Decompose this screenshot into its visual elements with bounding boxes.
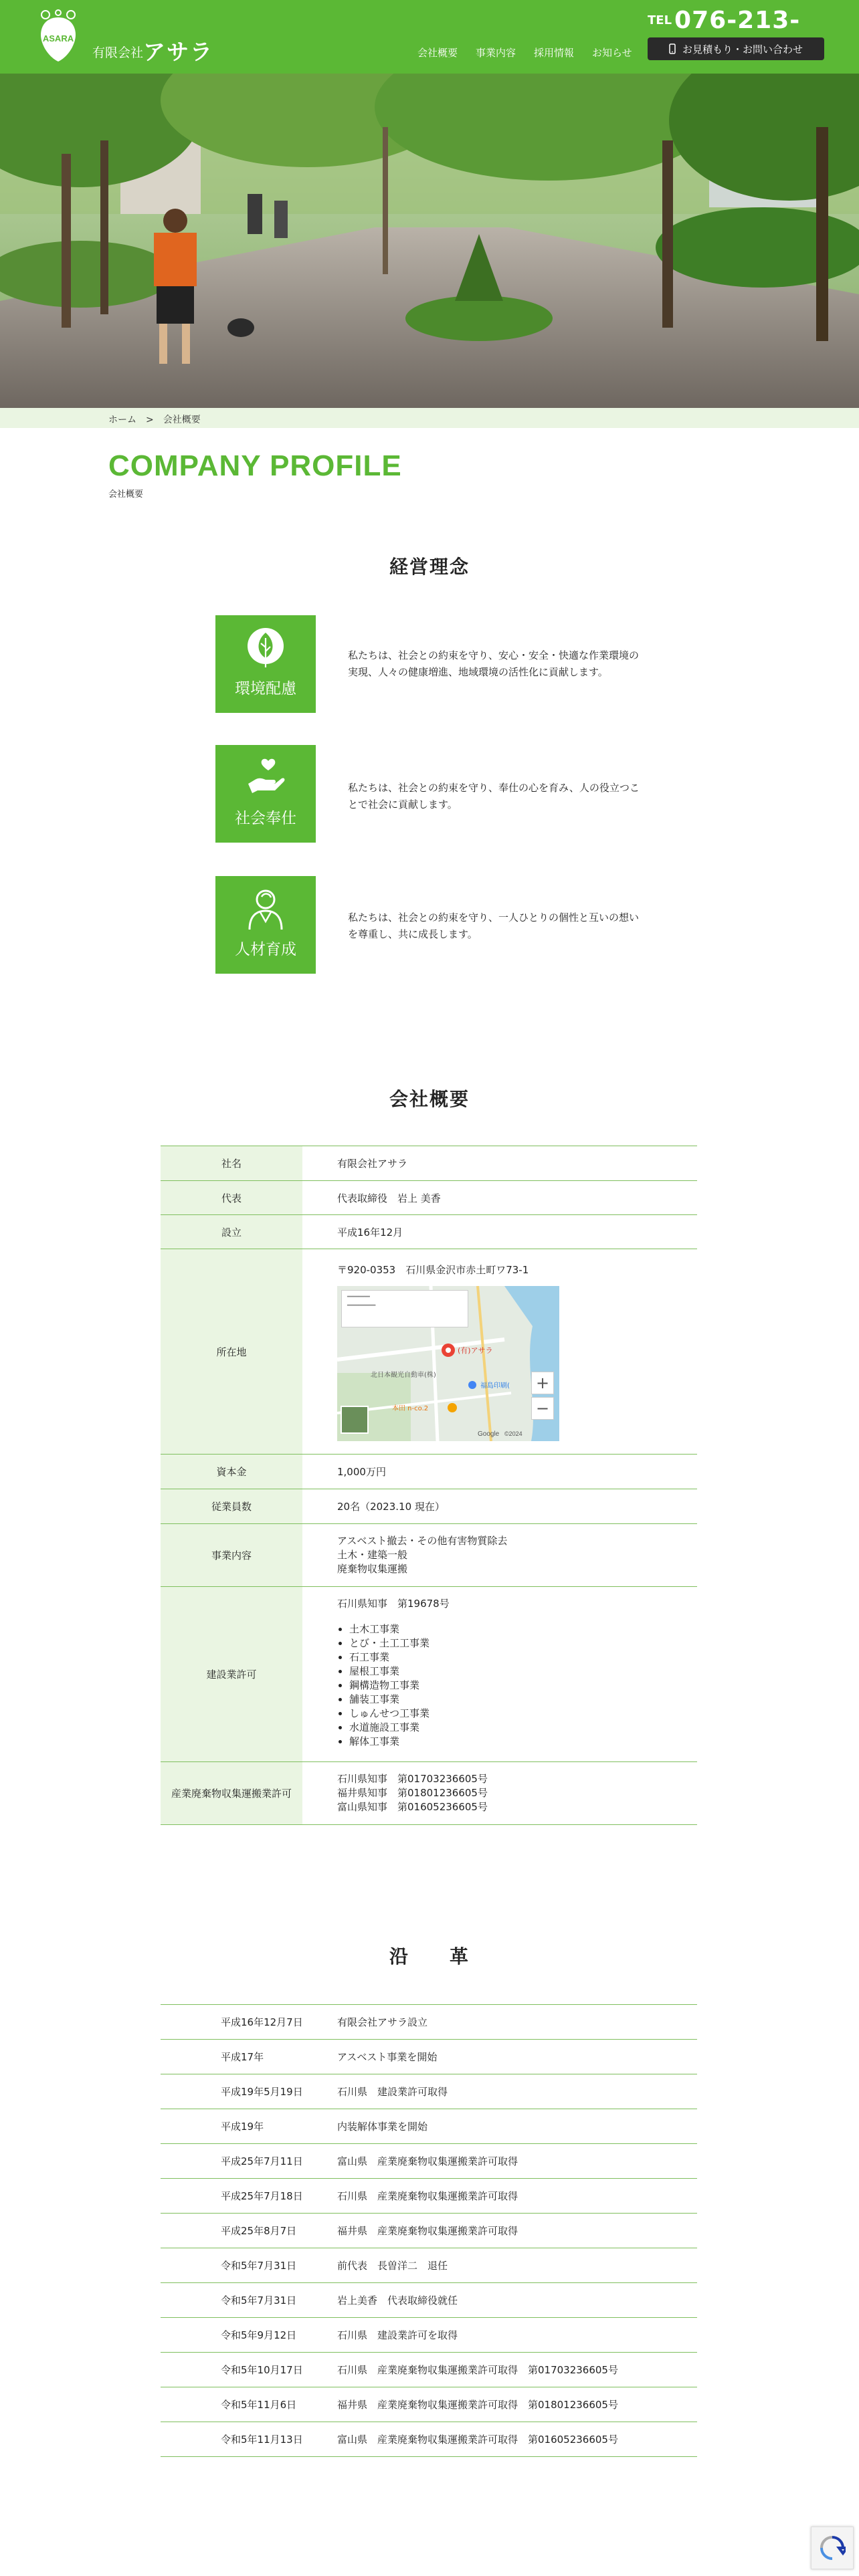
table-row bbox=[161, 2283, 697, 2318]
philosophy-card-social bbox=[215, 745, 316, 843]
recaptcha-icon bbox=[819, 2535, 846, 2561]
contact-button[interactable] bbox=[648, 37, 824, 60]
philosophy-label-people: 人材育成 bbox=[235, 941, 296, 958]
history-event: 岩上美香 代表取締役就任 bbox=[337, 2294, 458, 2306]
row-value-name: 有限会社アサラ bbox=[337, 1158, 408, 1170]
breadcrumb-separator: > bbox=[146, 415, 154, 425]
history-date: 令和5年11月6日 bbox=[221, 2399, 297, 2411]
history-event: 石川県 建設業許可取得 bbox=[337, 2086, 448, 2098]
history-title: 沿 革 bbox=[389, 1945, 470, 1967]
table-row bbox=[161, 1489, 697, 1524]
row-label-staff: 従業員数 bbox=[161, 1489, 302, 1523]
history-event: 富山県 産業廃棄物収集運搬業許可取得 第01605236605号 bbox=[337, 2434, 618, 2446]
map-poi-3: 本田 n-co.2 bbox=[392, 1404, 429, 1412]
table-row bbox=[161, 1181, 697, 1215]
history-event: 富山県 産業廃棄物収集運搬業許可取得 bbox=[337, 2155, 518, 2167]
list-item: • しゅんせつ工事業 bbox=[349, 1707, 430, 1721]
list-item: • 屋根工事業 bbox=[349, 1665, 430, 1679]
row-label-rep: 代表 bbox=[161, 1181, 302, 1214]
row-label-capital: 資本金 bbox=[161, 1455, 302, 1489]
row-label-location: 所在地 bbox=[161, 1249, 302, 1454]
history-date: 平成25年8月7日 bbox=[221, 2225, 297, 2237]
table-row bbox=[161, 2144, 697, 2179]
zoom-in-button[interactable]: + bbox=[531, 1372, 554, 1394]
table-row bbox=[161, 2387, 697, 2422]
history-event: 福井県 産業廃棄物収集運搬業許可取得 第01801236605号 bbox=[337, 2399, 618, 2411]
waste-line: 石川県知事 第01703236605号 bbox=[337, 1773, 488, 1785]
list-item: • 舗装工事業 bbox=[349, 1693, 430, 1707]
map-pin-label: (有)アサラ bbox=[458, 1346, 493, 1355]
permit-head: 石川県知事 第19678号 bbox=[337, 1598, 450, 1610]
table-row bbox=[161, 2214, 697, 2248]
row-value-business bbox=[302, 1524, 697, 1586]
table-row bbox=[161, 2248, 697, 2283]
global-nav bbox=[417, 45, 650, 60]
list-item: • 鋼構造物工事業 bbox=[349, 1679, 430, 1693]
company-prefix: 有限会社 bbox=[92, 45, 144, 60]
history-event: アスベスト事業を開始 bbox=[337, 2051, 438, 2063]
list-item: • 土木工事業 bbox=[349, 1622, 430, 1636]
table-row bbox=[161, 2179, 697, 2214]
history-table bbox=[161, 2004, 697, 2457]
history-event: 内装解体事業を開始 bbox=[337, 2121, 428, 2133]
row-value-capital: 1,000万円 bbox=[337, 1466, 386, 1478]
tel-value[interactable]: 076-213- bbox=[674, 7, 801, 34]
leaf-icon bbox=[247, 627, 284, 671]
nav-item-news[interactable]: お知らせ bbox=[592, 47, 632, 59]
list-item: • とび・土工工事業 bbox=[349, 1636, 430, 1650]
row-value-staff: 20名（2023.10 現在） bbox=[337, 1501, 445, 1513]
map-poi-2: 福島印刷( bbox=[480, 1382, 510, 1390]
hero-image bbox=[0, 74, 859, 408]
row-label-name: 社名 bbox=[161, 1146, 302, 1180]
philosophy-text-people: 私たちは、社会との約束を守り、一人ひとりの個性と互いの想いを尊重し、共に成長します。 bbox=[348, 911, 640, 940]
page-title: COMPANY PROFILE bbox=[108, 449, 402, 482]
philosophy-text-environment: 私たちは、社会との約束を守り、安心・安全・快適な作業環境の実現、人々の健康増進、地域環境の活性化に貢献します。 bbox=[348, 649, 640, 678]
table-row bbox=[161, 1524, 697, 1587]
nav-item-recruit[interactable]: 採用情報 bbox=[534, 47, 575, 59]
history-date: 令和5年7月31日 bbox=[221, 2260, 297, 2272]
row-value-rep: 代表取締役 岩上 美香 bbox=[337, 1192, 441, 1204]
history-event: 石川県 産業廃棄物収集運搬業許可取得 第01703236605号 bbox=[337, 2364, 618, 2376]
breadcrumb-current: 会社概要 bbox=[163, 415, 201, 425]
map-copyright: ©2024 bbox=[504, 1430, 522, 1437]
table-row bbox=[161, 2109, 697, 2144]
waste-line: 福井県知事 第01801236605号 bbox=[337, 1787, 488, 1799]
address-text: 〒920-0353 石川県金沢市赤土町ワ73-1 bbox=[337, 1263, 529, 1276]
list-item: • 解体工事業 bbox=[349, 1735, 430, 1749]
site-header bbox=[0, 0, 859, 74]
list-item: • 石工事業 bbox=[349, 1650, 430, 1665]
list-item: • 水道施設工事業 bbox=[349, 1721, 430, 1735]
history-date: 令和5年7月31日 bbox=[221, 2294, 297, 2306]
company-name[interactable]: アサラ bbox=[143, 39, 213, 65]
philosophy-card-environment bbox=[215, 615, 316, 713]
table-row bbox=[161, 1146, 697, 1181]
overview-table bbox=[161, 1146, 697, 1825]
row-value-waste bbox=[302, 1762, 697, 1824]
breadcrumb bbox=[0, 408, 859, 428]
heart-hand-icon bbox=[246, 757, 286, 797]
breadcrumb-home[interactable]: ホーム bbox=[108, 415, 136, 425]
business-line: 土木・建築一般 bbox=[337, 1549, 408, 1561]
table-row bbox=[161, 2318, 697, 2353]
nav-item-company[interactable]: 会社概要 bbox=[417, 47, 458, 59]
history-date: 平成25年7月11日 bbox=[221, 2155, 303, 2167]
map-info-card: ▔▔▔▔ ▔▔▔▔▔ bbox=[341, 1290, 468, 1327]
history-event: 前代表 長曽洋二 退任 bbox=[337, 2260, 448, 2272]
row-value-location bbox=[302, 1249, 697, 1454]
map-poi-1: 北日本観光自動車(株) bbox=[371, 1371, 436, 1379]
history-date: 令和5年9月12日 bbox=[221, 2329, 297, 2341]
recaptcha-badge[interactable] bbox=[811, 2527, 854, 2569]
table-row bbox=[161, 2005, 697, 2040]
history-date: 平成19年 bbox=[221, 2121, 264, 2133]
philosophy-card-people bbox=[215, 876, 316, 974]
svg-text:ASARA: ASARA bbox=[42, 33, 74, 43]
park-walkway-photo bbox=[0, 74, 859, 408]
asara-logo[interactable] bbox=[36, 9, 80, 63]
table-row bbox=[161, 2074, 697, 2109]
table-row bbox=[161, 2040, 697, 2074]
row-value-est: 平成16年12月 bbox=[337, 1226, 403, 1239]
table-row bbox=[161, 1587, 697, 1762]
history-event: 石川県 建設業許可を取得 bbox=[337, 2329, 458, 2341]
row-label-business: 事業内容 bbox=[161, 1524, 302, 1586]
history-event: 石川県 産業廃棄物収集運搬業許可取得 bbox=[337, 2190, 518, 2202]
table-row bbox=[161, 2353, 697, 2387]
phone-icon bbox=[669, 43, 676, 54]
philosophy-text-social: 私たちは、社会との約束を守り、奉仕の心を育み、人の役立つことで社会に貢献します。 bbox=[348, 782, 640, 811]
history-date: 平成25年7月18日 bbox=[221, 2190, 303, 2202]
row-label-waste: 産業廃棄物収集運搬業許可 bbox=[161, 1762, 302, 1824]
table-row bbox=[161, 2422, 697, 2457]
philosophy-title: 経営理念 bbox=[389, 556, 470, 578]
table-row bbox=[161, 1762, 697, 1825]
business-line: アスベスト撤去・その他有害物質除去 bbox=[337, 1535, 508, 1547]
table-row bbox=[161, 1215, 697, 1249]
history-date: 平成19年5月19日 bbox=[221, 2086, 303, 2098]
tel-label: TEL bbox=[648, 13, 672, 27]
contact-button-label: お見積もり・お問い合わせ bbox=[682, 43, 803, 56]
page-subtitle: 会社概要 bbox=[108, 490, 144, 500]
table-row bbox=[161, 1455, 697, 1489]
row-value-permit bbox=[302, 1587, 697, 1761]
history-date: 平成17年 bbox=[221, 2051, 264, 2063]
zoom-out-button[interactable]: − bbox=[531, 1397, 554, 1420]
overview-title: 会社概要 bbox=[389, 1088, 470, 1110]
row-label-est: 設立 bbox=[161, 1215, 302, 1249]
row-label-permit: 建設業許可 bbox=[161, 1587, 302, 1761]
business-line: 廃棄物収集運搬 bbox=[337, 1563, 408, 1575]
history-date: 令和5年11月13日 bbox=[221, 2434, 303, 2446]
waste-line: 富山県知事 第01605236605号 bbox=[337, 1801, 488, 1813]
history-date: 令和5年10月17日 bbox=[221, 2364, 303, 2376]
history-event: 有限会社アサラ設立 bbox=[337, 2016, 428, 2028]
philosophy-label-environment: 環境配慮 bbox=[235, 680, 296, 697]
history-event: 福井県 産業廃棄物収集運搬業許可取得 bbox=[337, 2225, 518, 2237]
history-date: 平成16年12月7日 bbox=[221, 2016, 303, 2028]
table-row bbox=[161, 1249, 697, 1455]
philosophy-label-social: 社会奉仕 bbox=[235, 810, 296, 827]
map-google-brand: Google bbox=[478, 1430, 500, 1438]
nav-item-business[interactable]: 事業内容 bbox=[476, 47, 516, 59]
permit-list bbox=[349, 1622, 430, 1749]
person-icon bbox=[247, 888, 284, 930]
google-map[interactable] bbox=[337, 1286, 559, 1441]
